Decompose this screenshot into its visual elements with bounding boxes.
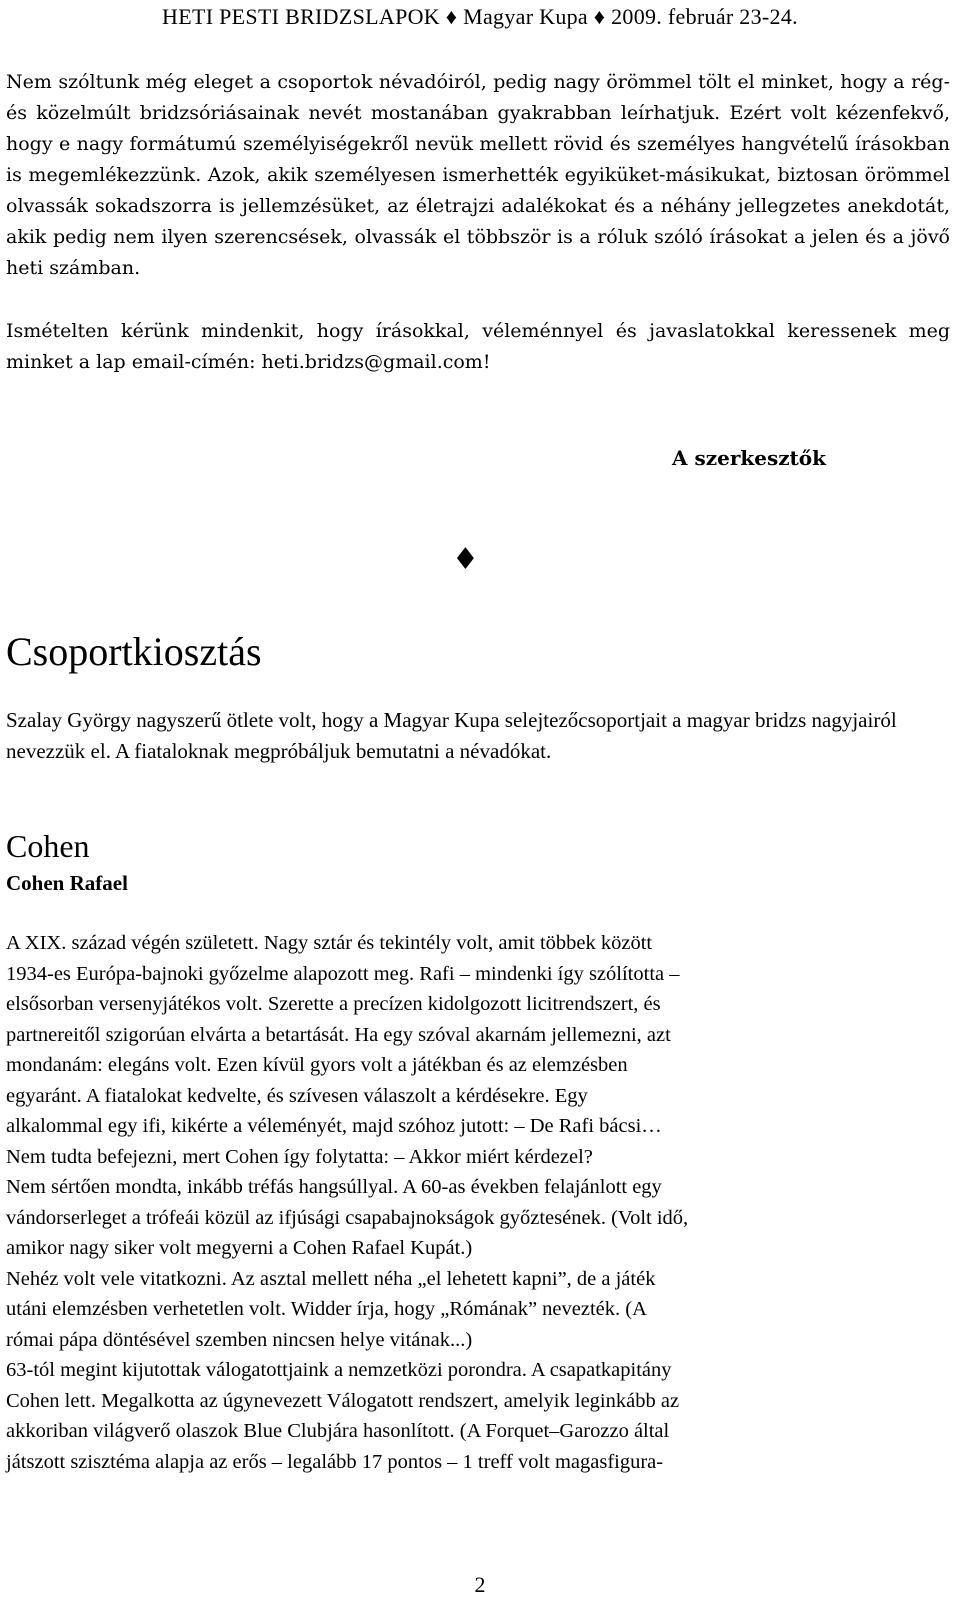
bio-line: Nem sértően mondta, inkább tréfás hangsúllyal. A 60-as években felajánlott egy — [6, 1176, 662, 1198]
bio-line: római pápa döntésével szemben nincsen helye vitának...) — [6, 1328, 473, 1351]
bio-line: alkalommal egy ifi, kikérte a véleményét, majd szóhoz jutott: – De Rafi bácsi… — [6, 1115, 662, 1137]
bio-line: vándorserleget a trófeái közül az ifjúsági csapabajnokságok győztesének. (Volt idő, — [6, 1206, 689, 1229]
bio-line: amikor nagy siker volt megyerni a Cohen Rafael Kupát.) — [6, 1237, 473, 1259]
bio-line: mondanám: elegáns volt. Ezen kívül gyors volt a játékban és az elemzésben — [6, 1054, 628, 1076]
diamond-divider-icon: ♦ — [452, 542, 479, 577]
bio-line: 1934-es Európa-bajnoki győzelme alapozott meg. Rafi – mindenki így szólította – — [6, 962, 680, 985]
section-intro: Szalay György nagyszerű ötlete volt, hogy a Magyar Kupa selejtezőcsoportjait a magyar bridzs nagyjairól nevezzük el. A fiataloknak megpróbáljuk bemutatni a névadókat. — [6, 708, 897, 763]
intro-paragraph-1: Nem szóltunk még eleget a csoportok névadóiról, pedig nagy örömmel tölt el minket, hogy a rég- és közelmúlt bridzsóriásainak nevét mostanában gyakrabban leírhatjuk. Ezért volt kézenfekvő, hogy e nagy formátumú személyiségekről nevük mellett rövid és személyes hangvételű írásokban is megemlékezzünk. Azok, akik személyesen ismerhették egyiküket-másikukat, biztosan örömmel olvassák sokadszorra is jellemzésüket, az életrajzi adalékokat és a néhány jellegzetes anekdotát, akik pedig nem ilyen szerencsések, olvassák el többször is a róluk szóló írásokat a jelen és a jövő heti számban. — [6, 71, 950, 279]
bio-line: A XIX. század végén született. Nagy sztár és tekintély volt, amit többek között — [6, 932, 653, 954]
bio-line: játszott szisztéma alapja az erős – legalább 17 pontos – 1 treff volt magasfigura- — [6, 1450, 664, 1473]
section-title: Csoportkiosztás — [6, 629, 262, 674]
page-header: HETI PESTI BRIDZSLAPOK ♦ Magyar Kupa ♦ 2009. február 23-24. — [162, 4, 798, 29]
bio-line: egyaránt. A fiatalokat kedvelte, és szívesen válaszolt a kérdésekre. Egy — [6, 1084, 588, 1107]
bio-line: Nem tudta befejezni, mert Cohen így folytatta: – Akkor miért kérdezel? — [6, 1145, 593, 1168]
page-number: 2 — [474, 1572, 486, 1597]
profile-full-name: Cohen Rafael — [6, 871, 128, 895]
bio-line: elsősorban versenyjátékos volt. Szerette a precízen kidolgozott licitrendszert, és — [6, 993, 661, 1015]
bio-line: akkoriban világverő olaszok Blue Clubjára hasonlított. (A Forquet–Garozzo által — [6, 1420, 670, 1442]
intro-paragraph-2: Ismételten kérünk mindenkit, hogy írásokkal, véleménnyel és javaslatokkal keressenek meg minket a lap email-címén: heti.bridzs@gmail.com! — [6, 320, 950, 373]
profile-bio — [6, 928, 936, 1477]
bio-line: Nehéz volt vele vitatkozni. Az asztal mellett néha „el lehetett kapni”, de a játék — [6, 1267, 656, 1290]
profile-heading: Cohen — [6, 828, 90, 864]
bio-line: Cohen lett. Megalkotta az úgynevezett Válogatott rendszert, amelyik leginkább az — [6, 1389, 680, 1412]
bio-line: partnereitől szigorúan elvárta a betartását. Ha egy szóval akarnám jellemezni, azt — [6, 1023, 671, 1046]
bio-line: utáni elemzésben verhetetlen volt. Widder írja, hogy „Rómának” nevezték. (A — [6, 1298, 647, 1320]
editors-signature: A szerkesztők — [672, 446, 826, 470]
bio-line: 63-tól megint kijutottak válogatottjaink a nemzetközi porondra. A csapatkapitány — [6, 1359, 672, 1381]
